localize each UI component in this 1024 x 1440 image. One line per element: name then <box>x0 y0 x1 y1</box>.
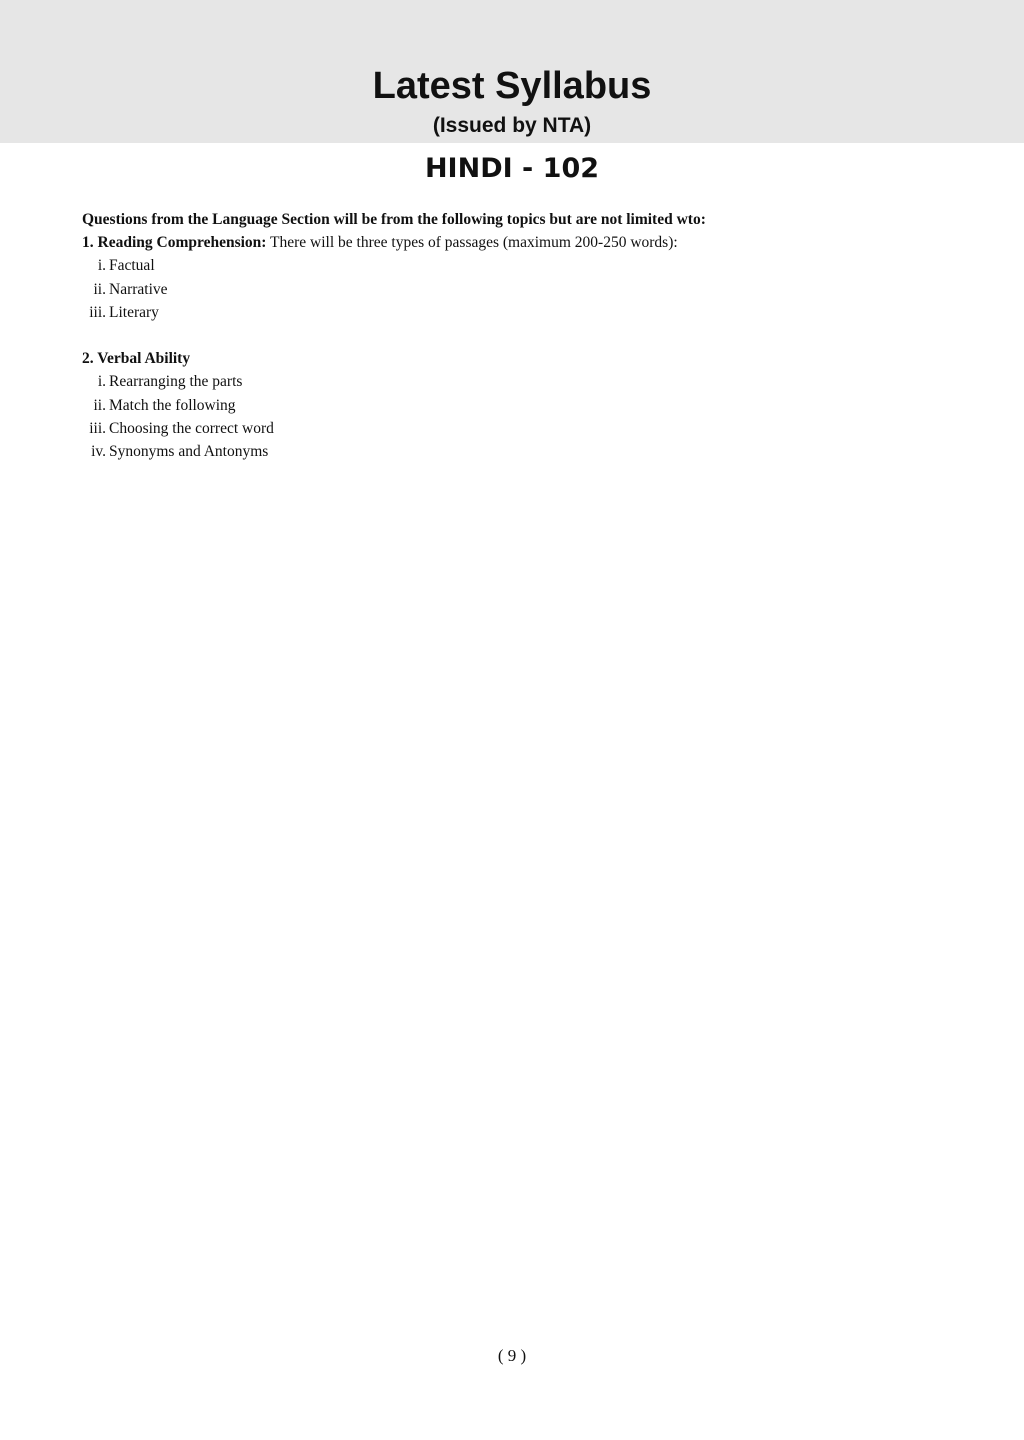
list-item-label: Match the following <box>109 396 236 414</box>
section-description: There will be three types of passages (maximum 200-250 words): <box>266 234 678 252</box>
syllabus-content <box>82 208 962 463</box>
section-reading-comprehension <box>82 231 962 324</box>
list-item-number: iv. <box>91 443 106 461</box>
subject-title: HINDI - 102 <box>424 153 600 184</box>
list-item-number: ii. <box>93 396 106 414</box>
list-item-number: iii. <box>89 419 106 437</box>
section-heading: 2. Verbal Ability <box>82 350 191 368</box>
list-item <box>82 254 962 277</box>
page-subtitle: (Issued by NTA) <box>432 114 592 137</box>
list-item-label: Synonyms and Antonyms <box>109 443 269 461</box>
list-item <box>82 417 962 440</box>
list-item <box>82 370 962 393</box>
section-spacer <box>82 324 962 347</box>
section-heading-line <box>82 231 962 254</box>
list-item-label: Factual <box>109 257 155 275</box>
list-item-number: ii. <box>93 280 106 298</box>
list-item <box>82 278 962 301</box>
list-item <box>82 394 962 417</box>
list-item-number: iii. <box>89 303 106 321</box>
list-item-label: Choosing the correct word <box>109 419 274 437</box>
list-item <box>82 301 962 324</box>
list-item-label: Rearranging the parts <box>109 373 243 391</box>
list-item-number: i. <box>97 257 106 275</box>
section-heading: 1. Reading Comprehension: <box>82 234 267 252</box>
section-heading-line <box>82 347 962 370</box>
list-item-number: i. <box>97 373 106 391</box>
page-title: Latest Syllabus <box>372 65 652 107</box>
section-verbal-ability <box>82 347 962 463</box>
page-number: ( 9 ) <box>497 1346 527 1365</box>
intro-text: Questions from the Language Section will be from the following topics but are not limited wto: <box>82 211 706 228</box>
list-item <box>82 440 962 463</box>
list-item-label: Narrative <box>109 280 168 298</box>
list-item-label: Literary <box>109 303 159 321</box>
